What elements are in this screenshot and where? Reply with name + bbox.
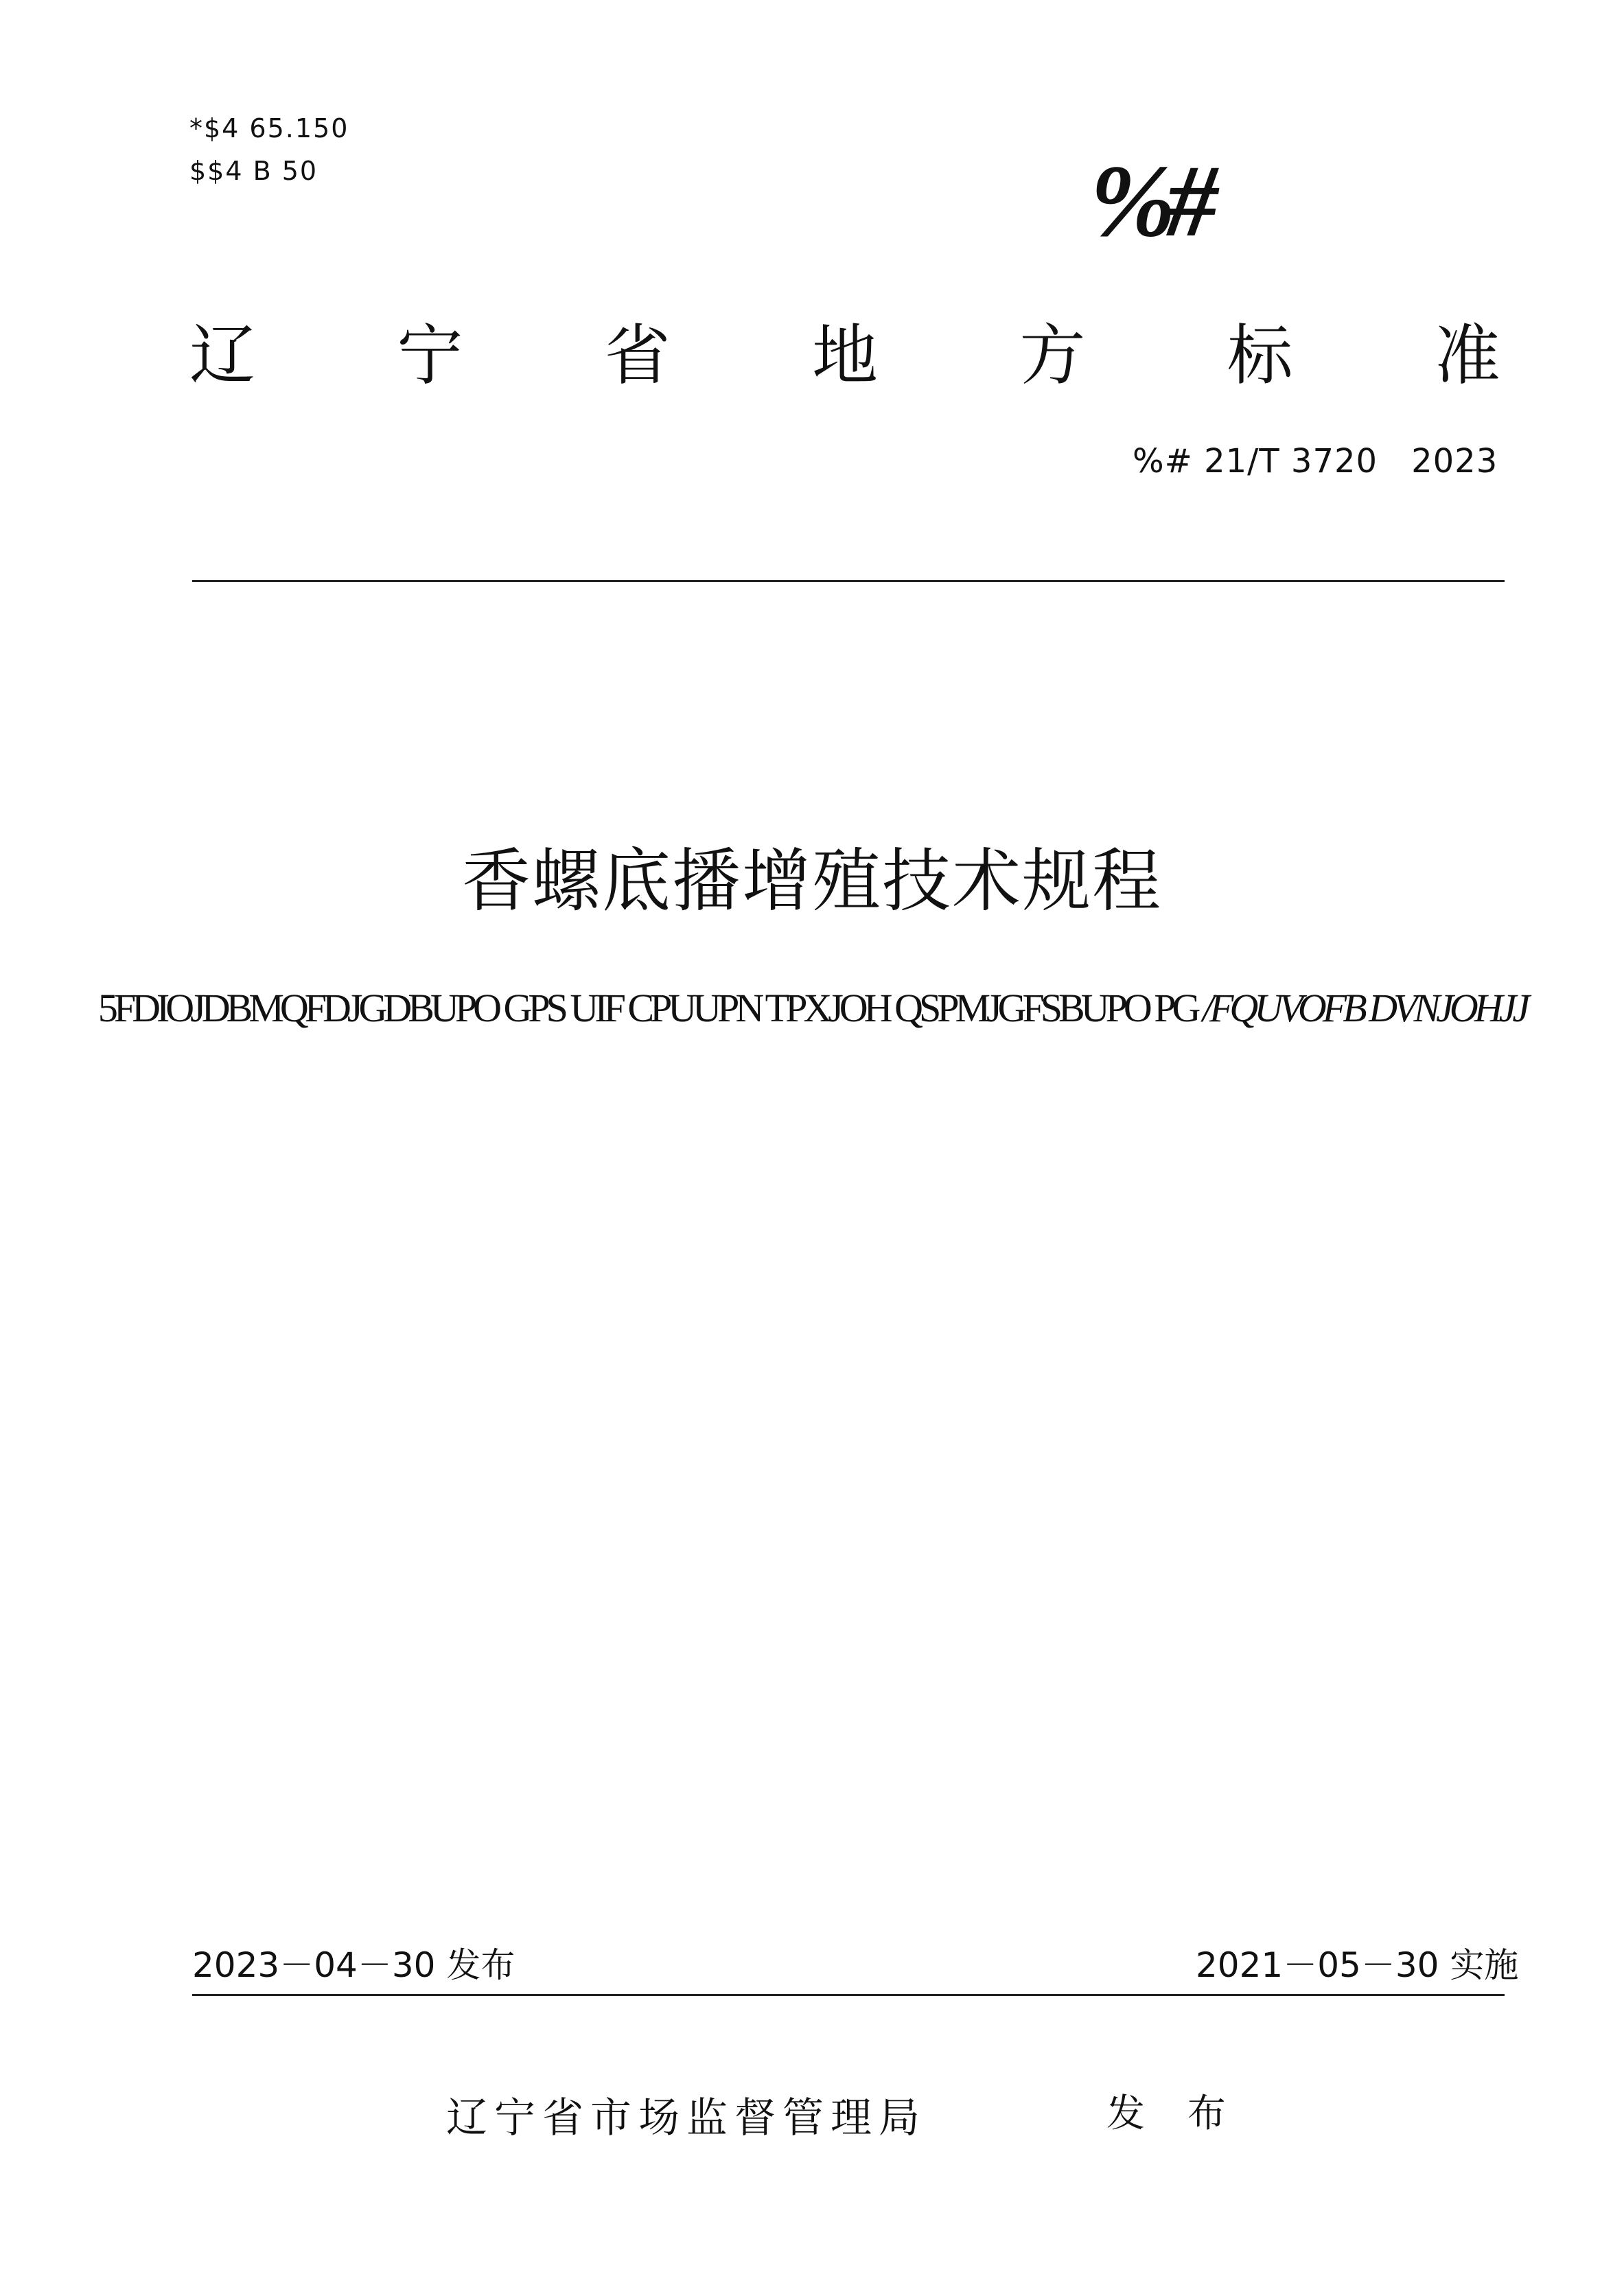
- db-logo: %#: [1090, 144, 1208, 258]
- standard-type-char: 省: [604, 317, 671, 394]
- standard-type-char: 辽: [189, 317, 255, 394]
- standard-type-char: 宁: [397, 317, 463, 394]
- top-divider: [192, 580, 1505, 582]
- standard-type-title: [189, 317, 1500, 394]
- ics-code: *$4 65.150: [189, 113, 349, 143]
- issue-label: 发 布: [1106, 2091, 1241, 2136]
- publish-date: 2023－04－30 发布: [192, 1945, 515, 1985]
- english-title: [0, 988, 1624, 1028]
- implement-date: 2021－05－30 实施: [1196, 1945, 1519, 1985]
- document-title: 香螺底播增殖技术规程: [462, 841, 1162, 921]
- issuing-authority: 辽宁省市场监督管理局: [446, 2094, 927, 2142]
- ccs-code: $$4 B 50: [189, 156, 318, 186]
- standard-number: %# 21/T 3720 2023: [1133, 442, 1498, 480]
- english-title-italic: /FQUVOFB DVNJOHJJ: [1202, 986, 1527, 1030]
- english-title-regular: 5FDIOJDBMQFDJGDBUPO GPS UIF CPUUPN TPXJOH QSPMJGFSBUPO PG: [97, 986, 1203, 1030]
- standard-type-char: 地: [811, 317, 878, 394]
- standard-type-char: 准: [1434, 317, 1500, 394]
- bottom-divider: [192, 1994, 1505, 1996]
- standard-type-char: 标: [1227, 317, 1293, 394]
- standard-type-char: 方: [1019, 317, 1086, 394]
